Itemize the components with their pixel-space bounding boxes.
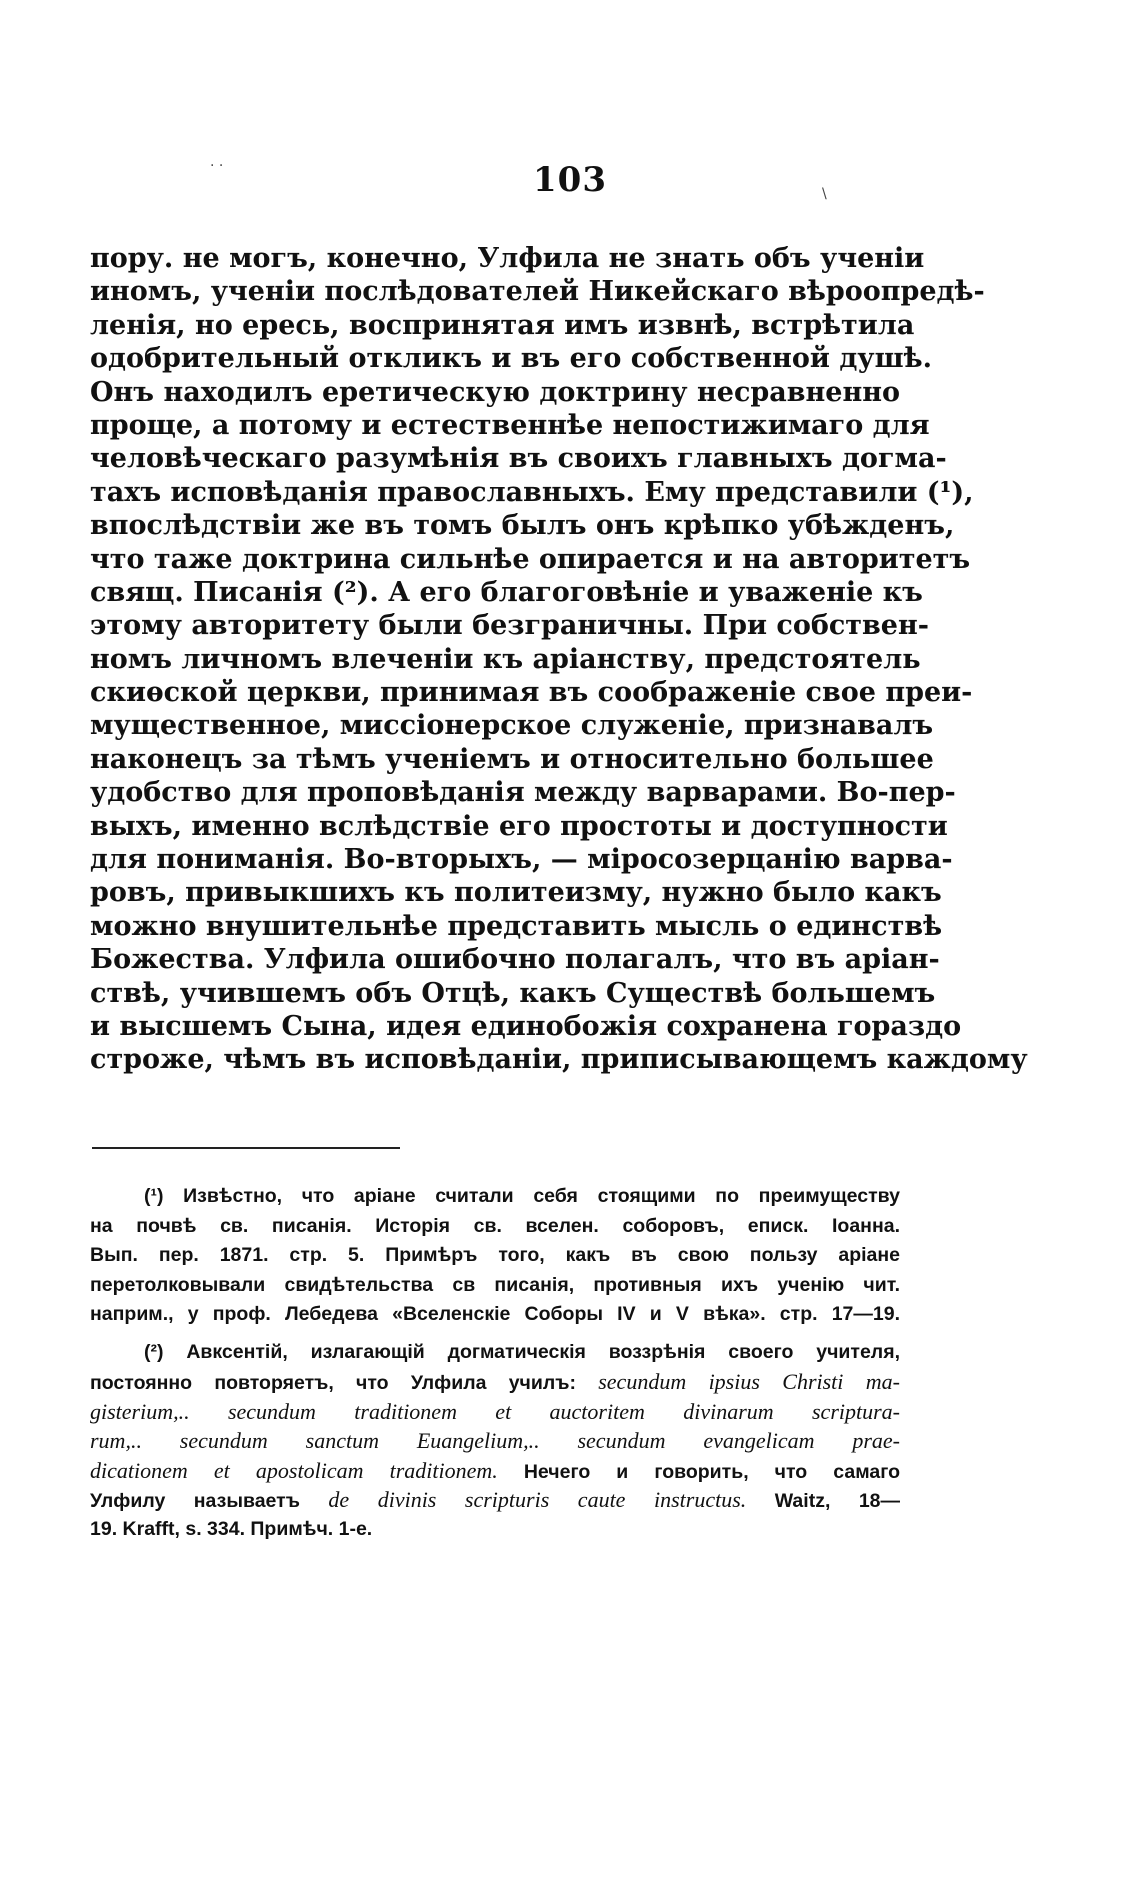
body-line: свящ. Писанія (²). А его благоговѣніе и уваженіе къ [90, 576, 923, 608]
body-line: проще, а потому и естественнѣе непостижимаго для [90, 409, 930, 441]
body-line: одобрительный откликъ и въ его собственной душѣ. [90, 343, 932, 375]
footnote-line: наприм., у проф. Лебедева «Вселенскіе Соборы IV и V вѣка». стр. 17—19. [90, 1303, 900, 1325]
body-text [90, 242, 1028, 1077]
latin-quote: gisterium,.. secundum traditionem et auctoritem divinarum scriptura- [90, 1398, 900, 1424]
body-line: мущественное, миссіонерское служеніе, признавалъ [90, 710, 934, 742]
body-line: для пониманія. Во-вторыхъ, — міросозерцанію варва- [90, 844, 953, 876]
body-line: пору. не могъ, конечно, Улфила не знать объ ученіи [90, 243, 925, 274]
footnote-line: на почвѣ св. писанія. Исторія св. вселен. соборовъ, еписк. Іоанна. [90, 1214, 900, 1237]
body-line: скиѳской церкви, принимая въ соображеніе свое преи- [90, 677, 973, 709]
footnote-line: 19. Krafft, s. 334. Примѣч. 1-е. [90, 1517, 373, 1540]
body-line: что таже доктрина сильнѣе опирается и на авторитетъ [90, 543, 971, 575]
body-line: наконецъ за тѣмъ ученіемъ и относительно большее [90, 743, 934, 775]
latin-quote: de divinis scripturis caute instructus. [328, 1487, 747, 1512]
footnote-line: Вып. пер. 1871. стр. 5. Примѣръ того, какъ въ свою пользу аріане [90, 1244, 900, 1266]
footnotes [90, 1182, 900, 1546]
footnote-line [90, 1485, 900, 1515]
print-speck: \ [822, 186, 827, 202]
footnote-text: постоянно повторяетъ, что Улфила училъ: [90, 1372, 576, 1394]
body-line: этому авторитету были безграничны. При собствен- [90, 610, 929, 642]
body-line: человѣческаго разумѣнія въ своихъ главныхъ догма- [90, 443, 947, 475]
latin-quote: dicationem et apostolicam traditionem. [90, 1457, 498, 1483]
footnote-divider [92, 1147, 400, 1149]
footnote-text: Waitz, 18— [774, 1490, 901, 1512]
body-line: выхъ, именно вслѣдствіе его простоты и доступности [90, 810, 948, 842]
footnote-text: Улфилу называетъ [90, 1490, 300, 1512]
footnote-line: (¹) Извѣстно, что аріане считали себя стоящими по преимуществу [144, 1185, 900, 1207]
footnote-line [90, 1456, 900, 1486]
footnote-1 [90, 1182, 900, 1330]
body-line: номъ личномъ влеченіи къ аріанству, предстоятель [90, 643, 921, 675]
footnote-line: перетолковывали свидѣтельства св писанія, противныя ихъ ученію чит. [90, 1273, 900, 1296]
footnote-2 [90, 1338, 900, 1545]
body-line: Онъ находилъ еретическую доктрину несравненно [90, 376, 900, 408]
body-line: удобство для проповѣданія между варварами. Во-пер- [90, 777, 956, 809]
footnote-line: (²) Авксентій, излагающій догматическія воззрѣнія своего учителя, [144, 1340, 900, 1363]
print-speck: · · [210, 158, 224, 174]
body-line: и высшемъ Сына, идея единобожія сохранена гораздо [90, 1010, 962, 1042]
page-number: 103 [533, 160, 607, 200]
body-line: тахъ исповѣданія православныхъ. Ему представили (¹), [90, 476, 974, 508]
body-line: впослѣдствіи же въ томъ былъ онъ крѣпко убѣжденъ, [90, 510, 955, 542]
body-line: иномъ, ученіи послѣдователей Никейскаго вѣроопредѣ- [90, 276, 985, 308]
body-line: ствѣ, учившемъ объ Отцѣ, какъ Существѣ большемъ [90, 977, 936, 1009]
body-line: Божества. Улфила ошибочно полагалъ, что въ аріан- [90, 944, 940, 976]
footnote-text: Нечего и говорить, что самаго [523, 1460, 900, 1483]
body-line: можно внушительнѣе представить мысль о единствѣ [90, 910, 943, 942]
body-line: строже, чѣмъ въ исповѣданіи, приписывающемъ каждому [90, 1044, 1028, 1076]
footnote-line [90, 1367, 900, 1397]
latin-quote: rum,.. secundum sanctum Euangelium,.. secundum evangelicam prae- [90, 1428, 900, 1453]
body-line: ровъ, привыкшихъ къ политеизму, нужно было какъ [90, 877, 942, 909]
latin-quote: secundum ipsius Christi ma- [598, 1369, 900, 1394]
body-line: ленія, но ересь, воспринятая имъ извнѣ, встрѣтила [90, 309, 915, 341]
